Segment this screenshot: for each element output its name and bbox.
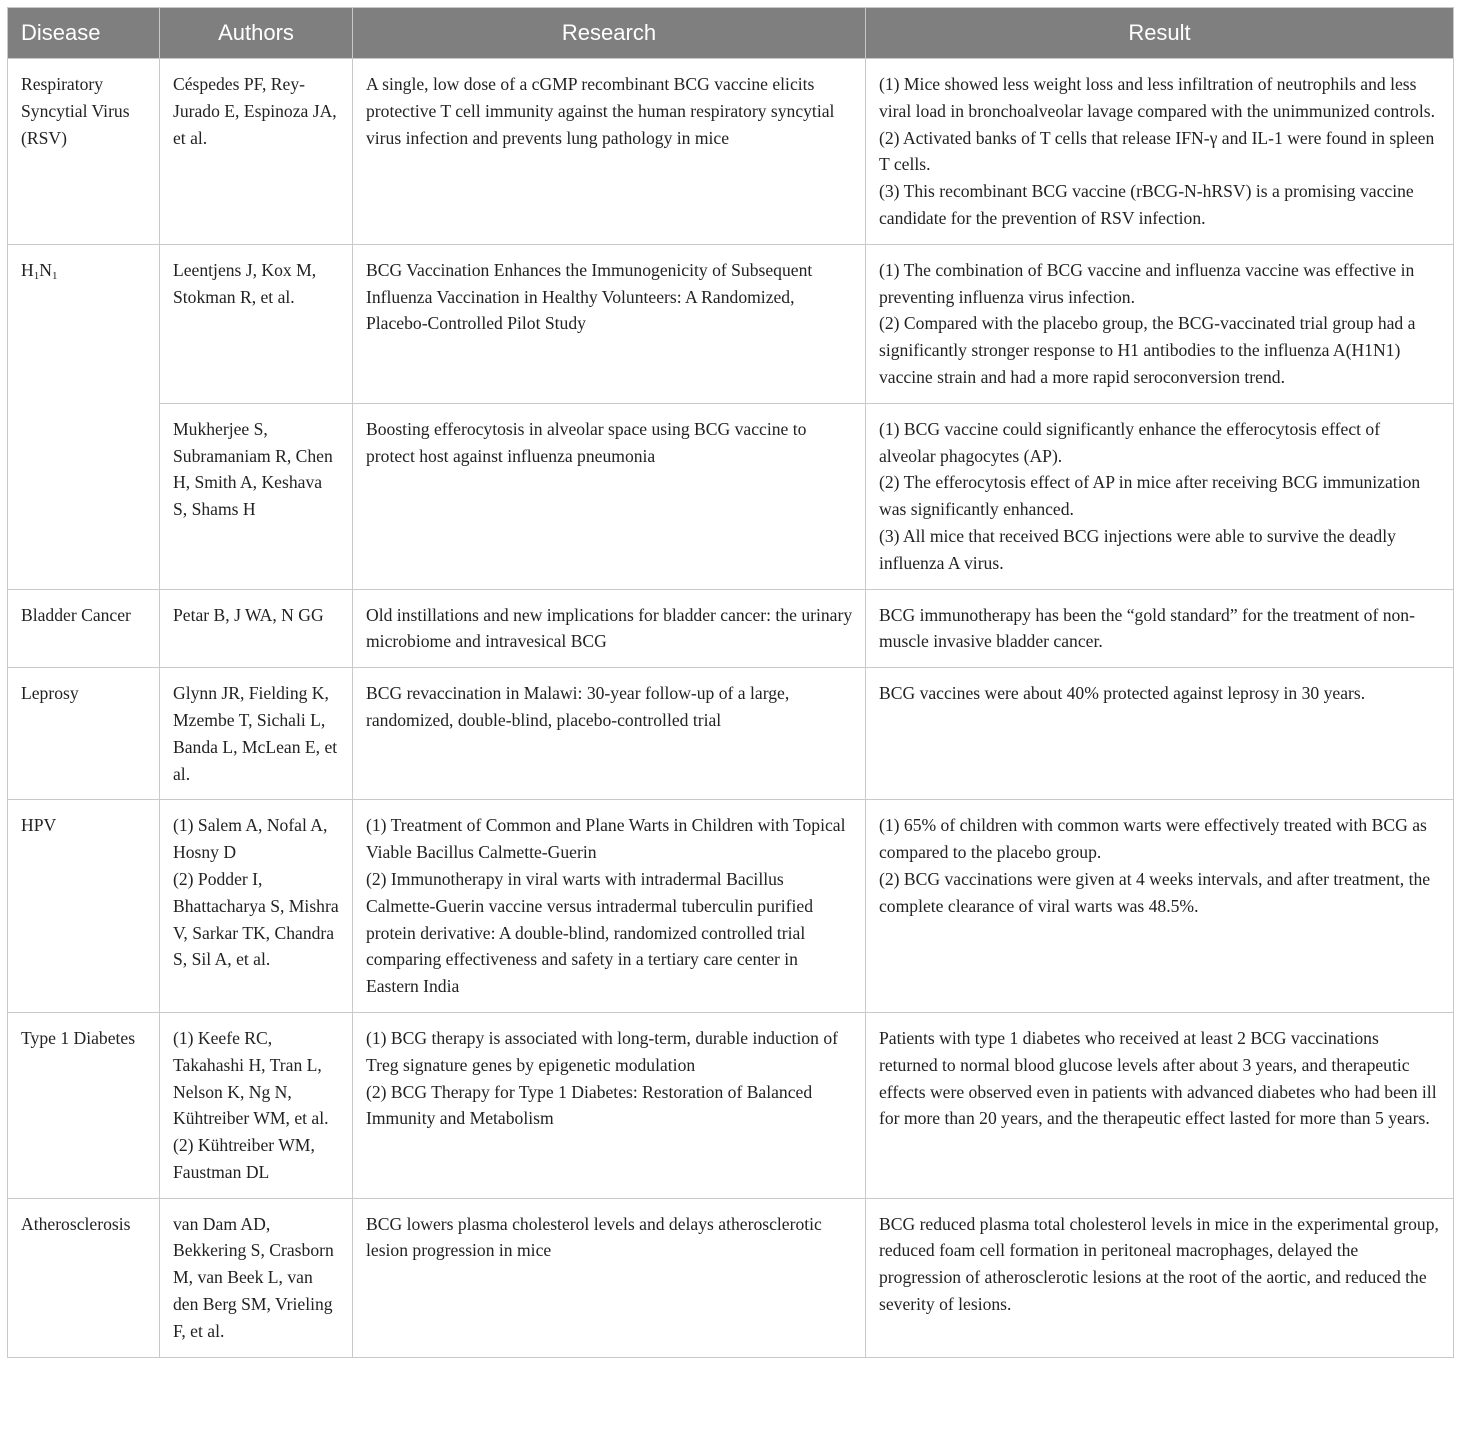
table-row [8,59,1454,245]
disease-h1n1 [21,260,57,280]
authors-cell: van Dam AD, Bekkering S, Crasborn M, van Beek L, van den Berg SM, Vrieling F, et al. [160,1198,353,1357]
header-result: Result [866,8,1454,59]
disease-cell: Respiratory Syncytial Virus (RSV) [8,59,160,245]
table-row [8,1198,1454,1357]
result-cell: (1) 65% of children with common warts were effectively treated with BCG as compared to the placebo group. (2) BCG vaccinations were given at 4 weeks intervals, and after treatment, the complete clearance of viral warts was 48.5%. [866,800,1454,1013]
research-cell: (1) Treatment of Common and Plane Warts in Children with Topical Viable Bacillus Calmette-Guerin (2) Immunotherapy in viral warts with intradermal Bacillus Calmette-Guerin vaccine versus intradermal tuberculin purified protein derivative: A double-blind, randomized controlled trial comparing effectiveness and safety in a tertiary care center in Eastern India [353,800,866,1013]
result-cell: BCG immunotherapy has been the “gold standard” for the treatment of non-muscle invasive bladder cancer. [866,589,1454,668]
authors-cell: Céspedes PF, Rey-Jurado E, Espinoza JA, et al. [160,59,353,245]
header-authors: Authors [160,8,353,59]
result-cell: BCG vaccines were about 40% protected against leprosy in 30 years. [866,668,1454,800]
disease-sub-2: 1 [51,269,58,282]
bcg-studies-table [7,7,1454,1358]
disease-cell [8,244,160,589]
disease-sub-1: 1 [33,269,40,282]
result-cell: (1) Mice showed less weight loss and less infiltration of neutrophils and less viral load in bronchoalveolar lavage compared with the unimmunized controls. (2) Activated banks of T cells that release IFN-γ and IL-1 were found in spleen T cells. (3) This recombinant BCG vaccine (rBCG-N-hRSV) is a promising vaccine candidate for the prevention of RSV infection. [866,59,1454,245]
research-cell: Old instillations and new implications for bladder cancer: the urinary microbiome and intravesical BCG [353,589,866,668]
research-cell: BCG revaccination in Malawi: 30-year follow-up of a large, randomized, double-blind, placebo-controlled trial [353,668,866,800]
disease-n: N [39,259,52,280]
research-cell: Boosting efferocytosis in alveolar space using BCG vaccine to protect host against influenza pneumonia [353,403,866,589]
research-cell: BCG lowers plasma cholesterol levels and delays atherosclerotic lesion progression in mice [353,1198,866,1357]
table-row [8,800,1454,1013]
result-cell: Patients with type 1 diabetes who received at least 2 BCG vaccinations returned to normal blood glucose levels after about 3 years, and therapeutic effects were observed even in patients with advanced diabetes who had been ill for more than 20 years, and the therapeutic effect lasted for more than 5 years. [866,1012,1454,1198]
table-row [8,589,1454,668]
table-row [8,244,1454,403]
authors-cell: (1) Salem A, Nofal A, Hosny D (2) Podder I, Bhattacharya S, Mishra V, Sarkar TK, Chandra S, Sil A, et al. [160,800,353,1013]
authors-cell: Glynn JR, Fielding K, Mzembe T, Sichali L, Banda L, McLean E, et al. [160,668,353,800]
research-cell: (1) BCG therapy is associated with long-term, durable induction of Treg signature genes by epigenetic modulation (2) BCG Therapy for Type 1 Diabetes: Restoration of Balanced Immunity and Metabolism [353,1012,866,1198]
research-cell: BCG Vaccination Enhances the Immunogenicity of Subsequent Influenza Vaccination in Healthy Volunteers: A Randomized, Placebo-Controlled Pilot Study [353,244,866,403]
research-cell: A single, low dose of a cGMP recombinant BCG vaccine elicits protective T cell immunity against the human respiratory syncytial virus infection and prevents lung pathology in mice [353,59,866,245]
table-row [8,403,1454,589]
disease-cell: Bladder Cancer [8,589,160,668]
header-row [8,8,1454,59]
disease-cell: Type 1 Diabetes [8,1012,160,1198]
header-research: Research [353,8,866,59]
disease-cell: Leprosy [8,668,160,800]
authors-cell: (1) Keefe RC, Takahashi H, Tran L, Nelson K, Ng N, Kühtreiber WM, et al. (2) Kühtreiber WM, Faustman DL [160,1012,353,1198]
result-cell: BCG reduced plasma total cholesterol levels in mice in the experimental group, reduced foam cell formation in peritoneal macrophages, delayed the progression of atherosclerotic lesions at the root of the aortic, and reduced the severity of lesions. [866,1198,1454,1357]
disease-h: H [21,259,34,280]
result-cell: (1) BCG vaccine could significantly enhance the efferocytosis effect of alveolar phagocytes (AP). (2) The efferocytosis effect of AP in mice after receiving BCG immunization was significantly enhanced. (3) All mice that received BCG injections were able to survive the deadly influenza A virus. [866,403,1454,589]
authors-cell: Mukherjee S, Subramaniam R, Chen H, Smith A, Keshava S, Shams H [160,403,353,589]
table-row [8,1012,1454,1198]
disease-cell: HPV [8,800,160,1013]
disease-cell: Atherosclerosis [8,1198,160,1357]
table-header [8,8,1454,59]
table-container [7,7,1453,1358]
authors-cell: Petar B, J WA, N GG [160,589,353,668]
result-cell: (1) The combination of BCG vaccine and influenza vaccine was effective in preventing influenza virus infection. (2) Compared with the placebo group, the BCG-vaccinated trial group had a significantly stronger response to H1 antibodies to the influenza A(H1N1) vaccine strain and had a more rapid seroconversion trend. [866,244,1454,403]
table-body [8,59,1454,1358]
header-disease: Disease [8,8,160,59]
table-row [8,668,1454,800]
authors-cell: Leentjens J, Kox M, Stokman R, et al. [160,244,353,403]
